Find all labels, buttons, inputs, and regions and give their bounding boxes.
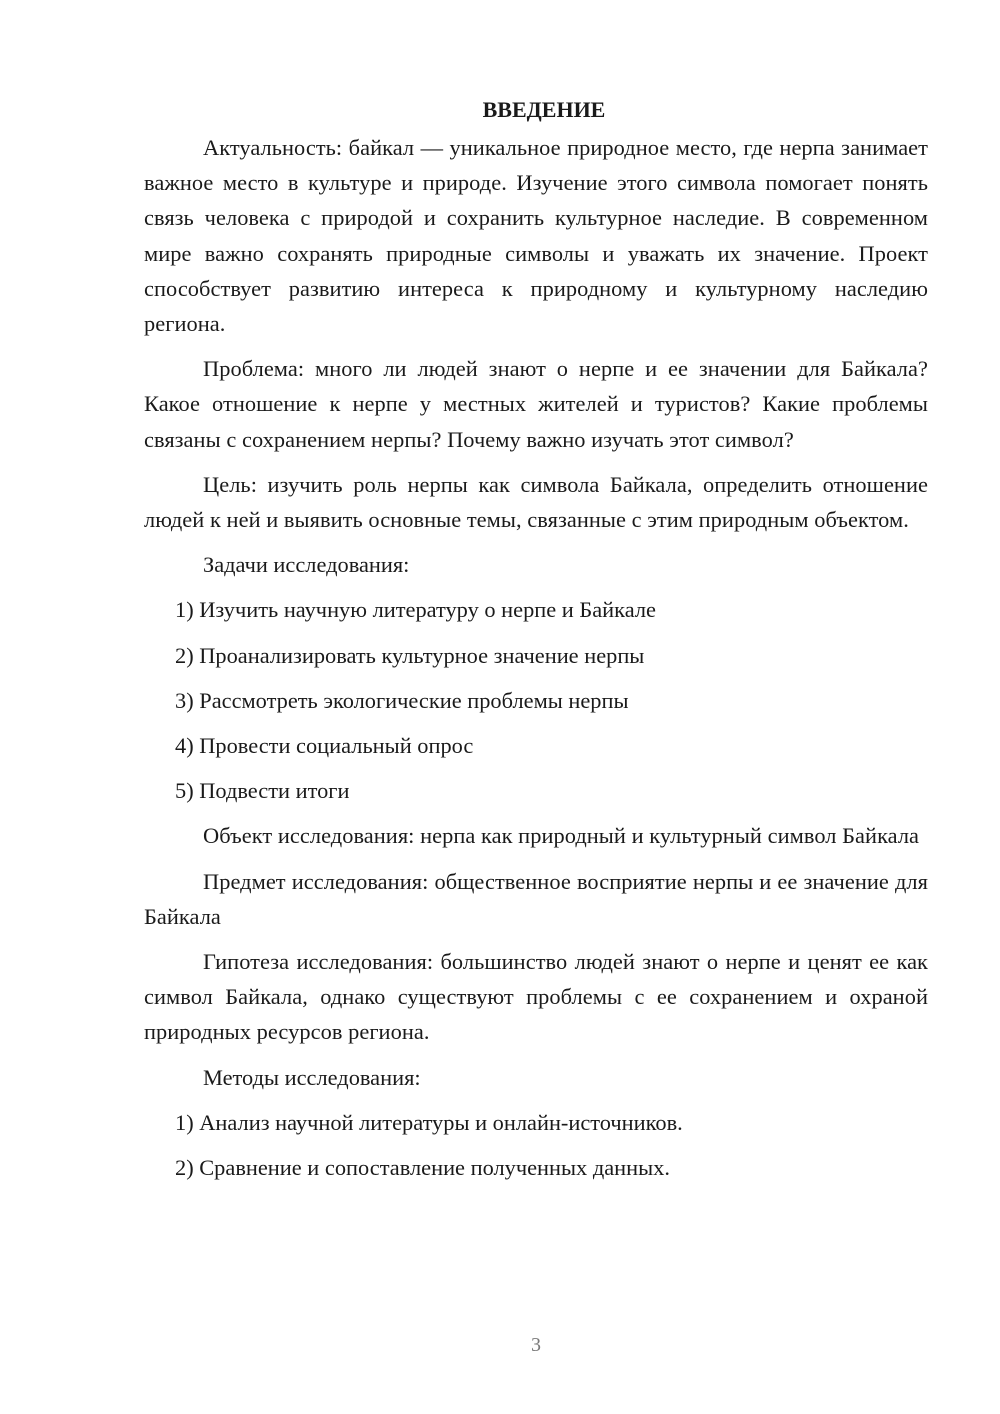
- goal-paragraph: Цель: изучить роль нерпы как символа Байкала, определить отношение людей к ней и выявить основные темы, связанные с этим природным объектом.: [144, 471, 928, 533]
- list-item: 3) Рассмотреть экологические проблемы нерпы: [175, 687, 629, 713]
- list-item: 5) Подвести итоги: [175, 778, 350, 804]
- list-item: 4) Провести социальный опрос: [175, 733, 474, 759]
- problem-paragraph: Проблема: много ли людей знают о нерпе и ее значении для Байкала? Какое отношение к нерпе у местных жителей и туристов? Какие проблемы связаны с сохранением нерпы? Почему важно изучать этот символ?: [144, 356, 928, 452]
- list-item: 2) Сравнение и сопоставление полученных данных.: [175, 1155, 670, 1181]
- methods-heading: Методы исследования:: [203, 1064, 421, 1090]
- section-title: ВВЕДЕНИЕ: [482, 97, 606, 122]
- document-page: [144, 92, 928, 1195]
- page-number: 3: [531, 1334, 541, 1356]
- tasks-list: [144, 592, 928, 808]
- list-item: 2) Проанализировать культурное значение нерпы: [175, 642, 645, 668]
- list-item: 1) Изучить научную литературу о нерпе и Байкале: [175, 597, 656, 623]
- relevance-paragraph: Актуальность: байкал — уникальное природное место, где нерпа занимает важное место в культуре и природе. Изучение этого символа помогает понять связь человека с природой и сохранить культурное наследие. В современном мире важно сохранять природные символы и уважать их значение. Проект способствует развитию интереса к природному и культурному наследию региона.: [144, 135, 928, 337]
- list-item: 1) Анализ научной литературы и онлайн-источников.: [175, 1109, 683, 1135]
- hypothesis-paragraph: Гипотеза исследования: большинство людей знают о нерпе и ценят ее как символ Байкала, однако существуют проблемы с ее сохранением и охраной природных ресурсов региона.: [144, 949, 928, 1045]
- methods-list: [144, 1105, 928, 1185]
- object-paragraph: Объект исследования: нерпа как природный и культурный символ Байкала: [203, 823, 920, 849]
- subject-paragraph: Предмет исследования: общественное восприятие нерпы и ее значение для Байкала: [144, 868, 928, 929]
- tasks-heading: Задачи исследования:: [203, 552, 410, 578]
